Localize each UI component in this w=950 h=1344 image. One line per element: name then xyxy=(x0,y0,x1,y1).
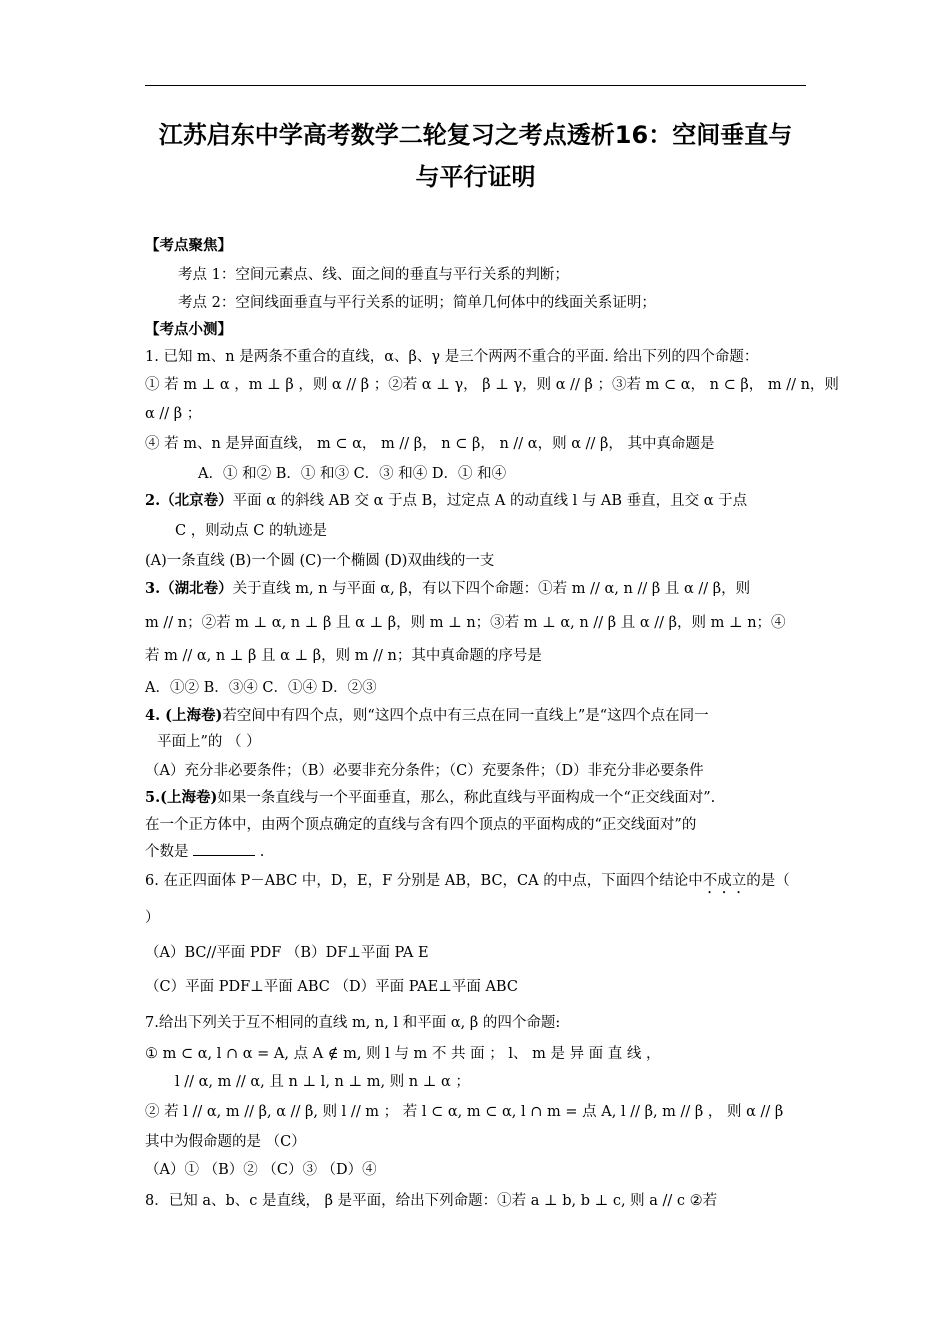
q1-line-3: α // β ； xyxy=(145,406,202,422)
q6-options-c: （C）平面 PDF⊥平面 ABC （D）平面 PAE⊥平面 ABC xyxy=(145,979,518,995)
q4-line-1 xyxy=(145,705,807,727)
q5-text: 如果一条直线与一个平面垂直，那么，称此直线与平面构成一个“正交线面对”. xyxy=(217,790,716,806)
q5-lead: 个数是 xyxy=(145,844,189,860)
q6-line-1 xyxy=(145,870,807,897)
page-title xyxy=(145,114,806,198)
focus-heading: 【考点聚焦】 xyxy=(145,237,232,254)
q2-text: 平面 α 的斜线 AB 交 α 于点 B，过定点 A 的动直线 l 与 AB 垂直，且交 α 于点 xyxy=(232,493,748,509)
q4-line-2: 平面上”的 （ ） xyxy=(157,734,261,750)
q3-line-1 xyxy=(145,578,807,600)
q3-line-2: m // n；②若 m ⊥ α, n ⊥ β 且 α ⊥ β，则 m ⊥ n；③若 m ⊥ α, n // β 且 α // β，则 m ⊥ n；④ xyxy=(145,615,786,631)
q6-text: 6. 在正四面体 P－ABC 中，D，E，F 分别是 AB，BC，CA 的中点，下面四个结论中 xyxy=(145,873,703,889)
q8-line-1: 8．已知 a、b、c 是直线， β 是平面，给出下列命题：①若 a ⊥ b, b ⊥ c, 则 a // c ②若 xyxy=(145,1193,718,1209)
q4-text: 若空间中有四个点，则“这四个点中有三点在同一直线上”是“这四个点在同一 xyxy=(222,708,709,724)
q7-item-1b: l // α, m // α, 且 n ⊥ l, n ⊥ m, 则 n ⊥ α ； xyxy=(175,1074,470,1090)
q4-options: （A）充分非必要条件；（B）必要非充分条件；（C）充要条件；（D）非充分非必要条件 xyxy=(145,763,704,779)
q3-source: 3.（湖北卷） xyxy=(145,580,233,597)
q2-options: (A)一条直线 (B)一个圆 (C)一个椭圆 (D)双曲线的一支 xyxy=(145,553,495,569)
answer-blank xyxy=(193,841,255,856)
q7-item-2: ② 若 l // α, m // β, α // β, 则 l // m ； 若 l ⊂ α, m ⊂ α, l ∩ m = 点 A, l // β, m // β ， 则 α // β xyxy=(145,1104,784,1120)
q6-options-a: （A）BC//平面 PDF （B）DF⊥平面 PA E xyxy=(145,945,429,961)
q1-line-2: ① 若 m ⊥ α ，m ⊥ β ，则 α // β ；②若 α ⊥ γ， β ⊥ γ，则 α // β ；③若 m ⊂ α， n ⊂ β， m // n，则 xyxy=(145,377,839,393)
q4-source: 4. (上海卷) xyxy=(145,707,223,724)
q3-line-3: 若 m // α, n ⊥ β 且 α ⊥ β，则 m // n；其中真命题的序号是 xyxy=(145,648,542,664)
q1-line-4: ④ 若 m、n 是异面直线， m ⊂ α， m // β， n ⊂ β， n // α，则 α // β， 其中真命题是 xyxy=(145,436,715,452)
q2-source: 2.（北京卷） xyxy=(145,492,233,509)
q5-source: 5.(上海卷) xyxy=(145,789,218,806)
focus-point-2: 考点 2：空间线面垂直与平行关系的证明；简单几何体中的线面关系证明； xyxy=(178,295,656,311)
q6-emphasis: 不成立 xyxy=(702,873,747,889)
q3-text: 关于直线 m, n 与平面 α, β，有以下四个命题：①若 m // α, n // β 且 α // β，则 xyxy=(232,581,751,597)
q5-line-1 xyxy=(145,787,807,809)
q7-item-1a: ① m ⊂ α, l ∩ α = A, 点 A ∉ m, 则 l 与 m 不 共 面 ； l、 m 是 异 面 直 线 ， xyxy=(145,1046,661,1062)
q1-line-1: 1. 已知 m、n 是两条不重合的直线，α、β、γ 是三个两两不重合的平面. 给出下列的四个命题： xyxy=(145,349,759,365)
title-line-1: 江苏启东中学高考数学二轮复习之考点透析16：空间垂直与 xyxy=(158,121,793,149)
q7-false-label: 其中为假命题的是 （C） xyxy=(145,1134,306,1150)
q2-line-2: C ，则动点 C 的轨迹是 xyxy=(175,523,328,539)
q2-line-1 xyxy=(145,490,807,512)
q1-options: A．① 和② B．① 和③ C．③ 和④ D．① 和④ xyxy=(198,466,507,482)
title-line-2: 与平行证明 xyxy=(415,163,536,191)
test-heading: 【考点小测】 xyxy=(145,321,232,338)
header-rule xyxy=(145,85,806,86)
q6-line-2: ） xyxy=(145,910,160,926)
q5-line-2: 在一个正方体中，由两个顶点确定的直线与含有四个顶点的平面构成的“正交线面对”的 xyxy=(145,817,697,833)
q5-end: . xyxy=(259,844,265,860)
q3-options: A．①② B．③④ C．①④ D．②③ xyxy=(145,680,377,696)
q6-text-end: 的是（ xyxy=(746,873,790,889)
q7-line-1: 7.给出下列关于互不相同的直线 m, n, l 和平面 α, β 的四个命题: xyxy=(145,1015,561,1031)
q7-options: （A）① （B）② （C）③ （D）④ xyxy=(145,1162,377,1178)
focus-point-1: 考点 1：空间元素点、线、面之间的垂直与平行关系的判断； xyxy=(178,267,569,283)
q5-line-3 xyxy=(145,841,807,863)
